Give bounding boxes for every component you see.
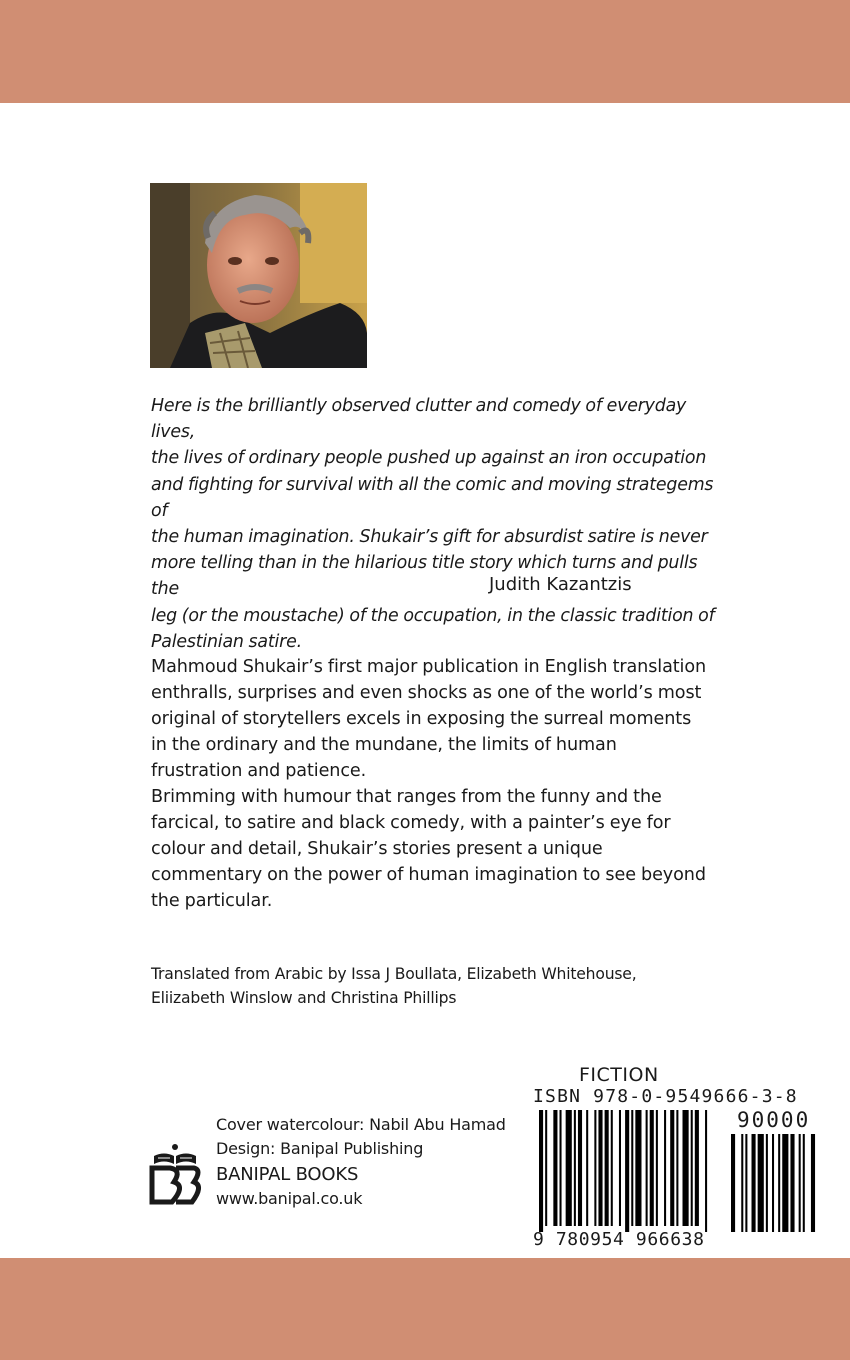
description-paragraph [151,784,716,914]
addon-bar [731,1134,735,1232]
design-credit: Design: Banipal Publishing [216,1139,424,1158]
addon-bar [752,1134,756,1232]
cover-credit: Cover watercolour: Nabil Abu Hamad [216,1115,506,1134]
description-line: commentary on the power of human imagination to see beyond [151,865,706,885]
quote-line: the lives of ordinary people pushed up against an iron occupation [151,448,707,469]
barcode-bar [631,1110,633,1226]
barcode-bar [670,1110,674,1226]
barcode-bar [598,1110,602,1226]
addon-bar [745,1134,747,1232]
barcode-bar [650,1110,654,1226]
ean-digits: 9 780954 966638 [533,1229,705,1250]
barcode-bar [553,1110,557,1226]
barcode-bar [539,1110,543,1232]
author-photo [150,183,367,368]
description-line: original of storytellers excels in exposing the surreal moments [151,709,692,729]
description-line: Brimming with humour that ranges from the funny and the [151,787,662,807]
isbn-barcode [535,1110,817,1232]
book-description [151,654,716,914]
barcode-bar [586,1110,588,1226]
barcode-bar [605,1110,609,1226]
description-line: farcical, to satire and black comedy, with a painter’s eye for [151,813,671,833]
description-line: Mahmoud Shukair’s first major publication in English translation [151,657,707,677]
barcode-bar [691,1110,693,1226]
barcode-bar [594,1110,596,1226]
barcode-bar [566,1110,572,1226]
quote-line: more telling than in the hilarious title story which turns and pulls the [151,553,698,600]
translator-line: Eliizabeth Winslow and Christina Phillips [151,989,457,1007]
barcode-bar [635,1110,641,1226]
description-line: enthralls, surprises and even shocks as one of the world’s most [151,683,702,703]
addon-bar [741,1134,743,1232]
barcode-bar [625,1110,629,1232]
isbn-text: ISBN 978-0-9549666-3-8 [533,1086,798,1107]
description-line: in the ordinary and the mundane, the limits of human [151,735,617,755]
publisher-website[interactable]: www.banipal.co.uk [216,1189,363,1208]
author-portrait-icon [150,183,367,368]
addon-bar [799,1134,801,1232]
barcode-bar [574,1110,576,1226]
addon-bar [778,1134,780,1232]
publisher-name: BANIPAL BOOKS [216,1164,359,1185]
addon-bar [790,1134,794,1232]
barcode-bar [705,1110,707,1232]
publisher-credits [216,1113,506,1211]
review-quote [151,393,721,655]
translator-line: Translated from Arabic by Issa J Boullata, Elizabeth Whitehouse, [151,965,637,983]
barcode-bar [578,1110,582,1226]
price-code: 90000 [737,1108,811,1132]
description-line: frustration and patience. [151,761,367,781]
barcode-bar [646,1110,648,1226]
description-paragraph [151,654,716,784]
addon-bar [766,1134,768,1232]
quote-line: leg (or the moustache) of the occupation, in the classic tradition of [151,605,715,626]
barcode-bar [619,1110,621,1226]
addon-bar [811,1134,815,1232]
addon-bar [758,1134,764,1232]
barcode-bar [683,1110,689,1226]
barcode-bar [656,1110,658,1226]
description-line: colour and detail, Shukair’s stories present a unique [151,839,603,859]
barcode-bar [545,1110,547,1226]
quote-line: Palestinian satire. [151,631,302,652]
banipal-books-logo-icon [148,1142,202,1208]
addon-bar [772,1134,774,1232]
quote-line: Here is the brilliantly observed clutter and comedy of everyday lives, [151,396,687,443]
addon-bar [782,1134,788,1232]
bottom-color-band [0,1258,850,1360]
description-line: the particular. [151,891,273,911]
top-color-band [0,0,850,103]
translator-credits [151,962,671,1010]
barcode-bar [611,1110,613,1226]
barcode-bar [695,1110,699,1226]
quote-line: the human imagination. Shukair’s gift for absurdist satire is never [151,527,708,548]
quote-line: and fighting for survival with all the comic and moving strategems of [151,474,714,521]
addon-bar [803,1134,805,1232]
barcode-bar [664,1110,666,1226]
category-label: FICTION [579,1064,659,1086]
barcode-bar [560,1110,562,1226]
barcode-bar [676,1110,678,1226]
quote-attribution: Judith Kazantzis [489,574,632,595]
